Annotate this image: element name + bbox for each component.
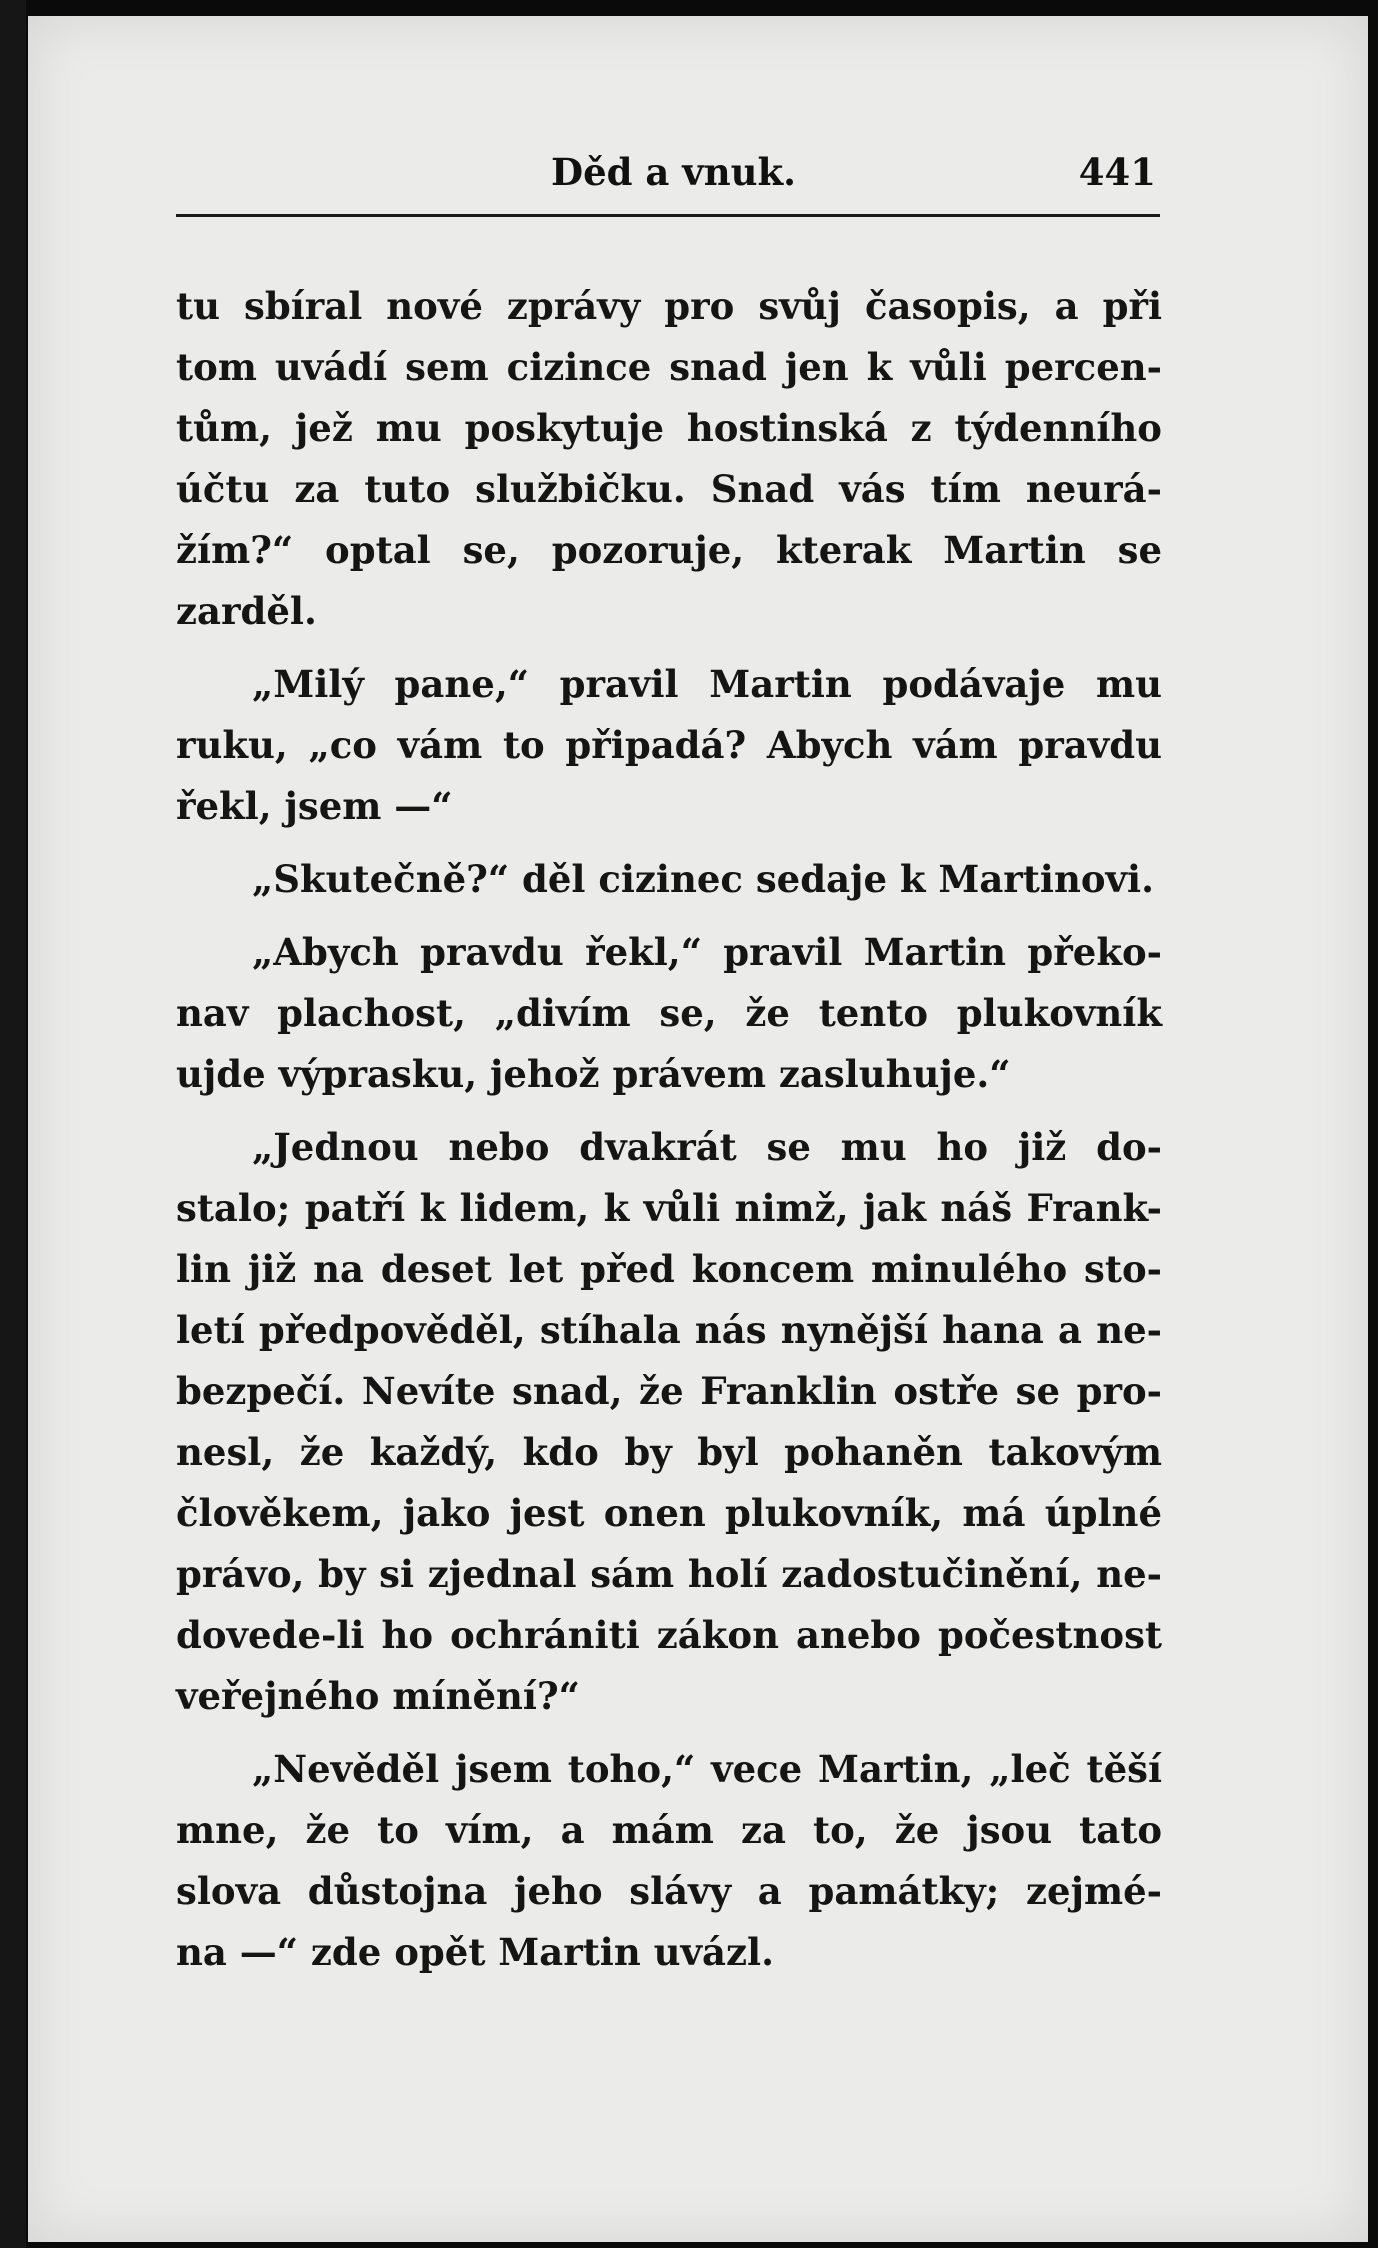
text-line: žím?“ optal se, pozoruje, kterak Martin se (176, 528, 1162, 572)
text-line: tům, jež mu poskytuje hostinská z týdenního (176, 406, 1162, 450)
paragraph-gap (176, 1727, 1162, 1739)
text-line: slova důstojna jeho slávy a památky; zejmé- (176, 1869, 1162, 1913)
text-line: nav plachost, „divím se, že tento plukovník (176, 991, 1162, 1035)
text-line: zarděl. (176, 589, 317, 633)
scan-left-edge (0, 0, 26, 2248)
text-line: lin již na deset let před koncem minulého sto- (176, 1247, 1162, 1291)
text-line: nesl, že každý, kdo by byl pohaněn takovým (176, 1430, 1162, 1474)
page-header (176, 150, 1162, 204)
paragraph-gap (176, 910, 1162, 922)
text-line: stalo; patří k lidem, k vůli nimž, jak náš Frank- (176, 1186, 1162, 1230)
paragraph (176, 654, 1162, 837)
text-line: tom uvádí sem cizince snad jen k vůli percen- (176, 345, 1162, 389)
text-line: řekl, jsem —“ (176, 784, 453, 828)
running-title: Děd a vnuk. (551, 150, 797, 194)
text-line: člověkem, jako jest onen plukovník, má úplné (176, 1491, 1162, 1535)
text-line: ruku, „co vám to připadá? Abych vám pravdu (176, 723, 1162, 767)
paragraph (176, 276, 1162, 642)
text-line: tu sbíral nové zprávy pro svůj časopis, a při (176, 284, 1162, 328)
paragraph (176, 1739, 1162, 1983)
header-rule (176, 214, 1160, 217)
paragraph (176, 922, 1162, 1105)
text-line: bezpečí. Nevíte snad, že Franklin ostře se pro- (176, 1369, 1162, 1413)
text-line: účtu za tuto službičku. Snad vás tím neurá- (176, 467, 1162, 511)
text-line: dovede-li ho ochrániti zákon anebo počestnost (176, 1613, 1162, 1657)
paragraph-gap (176, 1105, 1162, 1117)
text-line: veřejného mínění?“ (176, 1674, 580, 1718)
text-line: „Skutečně?“ děl cizinec sedaje k Martinovi. (252, 857, 1154, 901)
text-line: letí předpověděl, stíhala nás nynější hana a ne- (176, 1308, 1162, 1352)
paragraph (176, 849, 1162, 910)
text-line: na —“ zde opět Martin uvázl. (176, 1930, 774, 1974)
text-line: právo, by si zjednal sám holí zadostučinění, ne- (176, 1552, 1162, 1596)
paragraph-gap (176, 837, 1162, 849)
text-line: „Abych pravdu řekl,“ pravil Martin překo- (252, 930, 1162, 974)
text-line: ujde výprasku, jehož právem zasluhuje.“ (176, 1052, 1011, 1096)
text-line: „Jednou nebo dvakrát se mu ho již do- (252, 1125, 1162, 1169)
paragraph-gap (176, 642, 1162, 654)
text-line: mne, že to vím, a mám za to, že jsou tato (176, 1808, 1162, 1852)
text-line: „Milý pane,“ pravil Martin podávaje mu (252, 662, 1162, 706)
page-number: 441 (1078, 150, 1156, 194)
paragraph (176, 1117, 1162, 1727)
text-line: „Nevěděl jsem toho,“ vece Martin, „leč těší (252, 1747, 1162, 1791)
body-text (176, 276, 1162, 1983)
